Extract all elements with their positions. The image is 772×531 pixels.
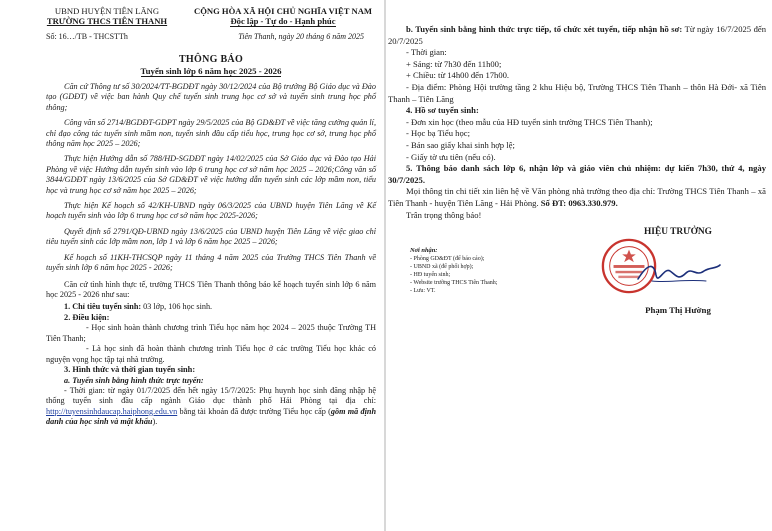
document-header — [46, 6, 376, 26]
section-3b-location: - Địa điểm: Phòng Hội trường tầng 2 khu Hiệu bộ, Trường THCS Tiên Thanh – thôn Hà Đới- xã Tiên Thanh – Tiên Lãng — [388, 81, 766, 104]
contact-paragraph — [388, 186, 766, 209]
recipients-list — [410, 247, 570, 295]
national-motto — [190, 16, 376, 26]
signer-block — [598, 227, 758, 316]
section-4-heading: 4. Hồ sơ tuyển sinh: — [406, 105, 479, 116]
section-3a-heading: a. Tuyển sinh bằng hình thức trực tuyến: — [64, 375, 204, 385]
national-heading — [190, 6, 376, 26]
section-1-heading: 1. Chỉ tiêu tuyển sinh: — [64, 302, 142, 312]
legal-basis — [46, 82, 376, 274]
section-3b-morning: + Sáng: từ 7h30 đến 11h00; — [406, 58, 502, 69]
recipient-item: - Phòng GD&ĐT (để báo cáo); — [410, 256, 485, 263]
document-title: THÔNG BÁO — [178, 54, 244, 65]
section-4-item: - Đơn xin học (theo mẫu của HĐ tuyển sinh trường THCS Tiên Thanh); — [406, 116, 653, 127]
recipient-item: - Website trường THCS Tiên Thanh; — [410, 280, 498, 287]
section-3b-time-label: - Thời gian: — [406, 47, 447, 58]
country-name: CỘNG HÒA XÃ HỘI CHỦ NGHĨA VIỆT NAM — [193, 6, 373, 16]
contact-phone: Số ĐT: 0963.330.979. — [540, 197, 618, 208]
section-3a-text — [46, 386, 376, 428]
document-page-right — [386, 0, 772, 531]
section-3a-text-bold: gồm mã định danh của học sinh và mật khẩu — [46, 406, 377, 427]
basis-paragraph: Quyết định số 2791/QĐ-UBND ngày 13/6/2025 của UBND huyện Tiên Lãng về việc giao chỉ tiêu tuyển sinh các lớp mầm non, lớp 1 và lớp 6 năm học 2025 – 2026; — [46, 226, 376, 247]
intro-paragraph: Căn cứ tình hình thực tế, trường THCS Tiên Thanh thông báo kế hoạch tuyển sinh lớp 6 năm học 2025 - 2026 như sau: — [46, 279, 376, 299]
basis-paragraph: Thực hiện Hướng dẫn số 788/HD-SGDĐT ngày 14/02/2025 của Sở Giáo dục và Đào tạo Hải Phòng về việc Hướng dẫn tuyển sinh vào lớp 6 trung học cơ sở năm học 2025 – 2026;Công văn số 3844/GDĐT ngày 13/6/2025 của Sở GD&ĐT về việc hướng dẫn tuyển sinh các lớp mầm non, tiểu học và trung học cơ sở năm học 2025 – 2026; — [46, 154, 376, 195]
section-1-text: 03 lớp, 106 học sinh. — [141, 302, 213, 312]
enrollment-portal-link[interactable]: http://tuyensinhdaucap.haiphong.edu.vn — [46, 406, 178, 416]
org-line-2: TRƯỜNG THCS TIÊN THANH — [46, 16, 168, 26]
section-3a-text-after: bằng tài khoản đã được trường Tiểu học cấp ( — [177, 406, 331, 416]
basis-paragraph: Căn cứ Thông tư số 30/2024/TT-BGDĐT ngày 30/12/2024 của Bộ trưởng Bộ Giáo dục và Đào tạo (GDĐT) về việc ban hành Quy chế tuyển sinh trung học cơ sở và tuyển sinh trung học phổ thông; — [46, 82, 376, 112]
document-meta — [46, 32, 376, 42]
section-5-heading: 5. Thông báo danh sách lớp 6, nhận lớp và giáo viên chủ nhiệm: dự kiến 7h30, thứ 4, ngày 30/7/2025. — [388, 163, 766, 185]
subtitle-text: Tuyển sinh lớp 6 năm học 2025 - 2026 — [140, 66, 282, 76]
document-number: Số: 16…/TB - THCSTTh — [46, 32, 128, 41]
document-page-left — [0, 0, 384, 531]
document-subtitle — [46, 66, 376, 76]
section-2-heading: 2. Điều kiện: — [64, 312, 110, 322]
basis-paragraph: Thực hiện Kế hoạch số 42/KH-UBND ngày 06/3/2025 của UBND huyện Tiên Lãng về Kế hoạch tuyển sinh vào lớp 6 trung học cơ sở năm học 2025-2026; — [46, 201, 376, 221]
section-2-item: - Học sinh hoàn thành chương trình Tiểu học năm học 2024 – 2025 thuộc Trường TH Tiên Thanh; — [46, 323, 376, 343]
recipient-item: - UBND xã (để phối hợp); — [410, 264, 474, 271]
section-4-item: - Bản sao giấy khai sinh hợp lệ; — [406, 139, 515, 150]
signer-name: Phạm Thị Hường — [645, 305, 711, 316]
issuing-organization — [46, 6, 168, 26]
section-3b-heading: b. Tuyển sinh bằng hình thức trực tiếp, tổ chức xét tuyển, tiếp nhận hồ sơ: — [406, 24, 683, 34]
section-3-heading: 3. Hình thức và thời gian tuyển sinh: — [64, 364, 196, 374]
recipient-item: - Lưu: VT. — [410, 288, 436, 295]
section-3b-period: Từ ngày 16/7/2025 đến 20/7/2025 — [388, 24, 766, 46]
recipient-item: - HĐ tuyển sinh; — [410, 272, 451, 279]
section-3b-afternoon: + Chiều: từ 14h00 đến 17h00. — [406, 70, 510, 81]
signature-block — [388, 227, 766, 367]
recipients-title: Nơi nhận: — [410, 247, 438, 255]
section-2-item: - Là học sinh đã hoàn thành chương trình Tiểu học ở các trường Tiểu học khác có nguyện vọng học tập tại nhà trường. — [46, 344, 376, 364]
section-3b — [388, 24, 766, 47]
closing-line: Trân trọng thông báo! — [406, 209, 482, 220]
org-line-1: UBND HUYỆN TIÊN LÃNG — [54, 6, 160, 16]
section-1 — [46, 302, 376, 312]
motto-text: Độc lập - Tự do - Hạnh phúc — [230, 16, 336, 26]
place-date: Tiên Thanh, ngày 20 tháng 6 năm 2025 — [238, 32, 364, 41]
section-3a-text-end: ). — [152, 417, 158, 427]
section-3a-text-before: - Thời gian: từ ngày 01/7/2025 đến hết ngày 15/7/2025: Phụ huynh học sinh đăng nhập hệ thống tuyển sinh đầu cấp ngành Giáo dục thành phố Hải Phòng tại địa chỉ: — [46, 385, 376, 406]
section-4-item: - Học bạ Tiểu học; — [406, 128, 470, 139]
contact-text: Mọi thông tin chi tiết xin liên hệ về Văn phòng nhà trường theo địa chỉ: Trường THCS Tiên Thanh – xã Tiên Thanh - huyện Tiên Lãng - Hải Phòng. — [388, 186, 766, 208]
basis-paragraph: Công văn số 2714/BGDĐT-GDPT ngày 29/5/2025 của Bộ GD&ĐT về việc tăng cường quản lí, chỉ đạo công tác tuyển sinh mầm non, tuyển sinh đầu cấp tiểu học, trung học cơ sở, trung học phổ thông năm học 2025 – 2026; — [46, 118, 376, 149]
signer-title: HIỆU TRƯỞNG — [644, 227, 712, 238]
section-4-item: - Giấy tờ ưu tiên (nếu có). — [406, 151, 496, 162]
basis-paragraph: Kế hoạch số 11KH-THCSQP ngày 11 tháng 4 năm 2025 của Trường THCS Tiên Thanh về tuyển sinh lớp 6 năm học 2025 - 2026; — [46, 252, 376, 273]
signature-icon — [634, 259, 724, 289]
